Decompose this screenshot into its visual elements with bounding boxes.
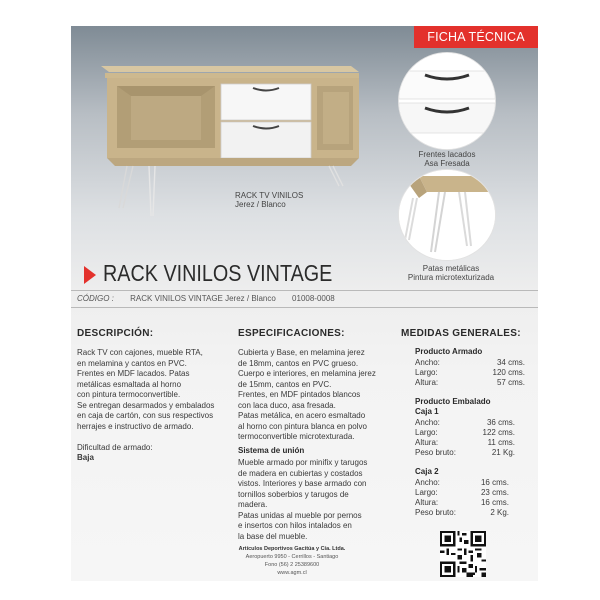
dificultad-value: Baja: [77, 453, 94, 462]
ficha-tecnica-banner: FICHA TÉCNICA: [414, 26, 538, 48]
company-phone: Fono (56) 2 25389600: [264, 562, 320, 568]
caja1-label: Largo:: [415, 428, 438, 437]
caja1-title: Caja 1: [415, 407, 439, 416]
main-caption-line-2: Jerez / Blanco: [235, 200, 286, 209]
caja2-row: [415, 478, 509, 488]
detail1-caption-line-2: Asa Fresada: [424, 159, 470, 168]
caja2-value: 16 cms.: [480, 498, 509, 507]
caja2-value: 23 cms.: [480, 488, 509, 497]
armado-label: Altura:: [415, 378, 439, 387]
armado-title: Producto Armado: [415, 347, 483, 356]
armado-row: [415, 378, 525, 388]
caja1-value: 36 cms.: [486, 418, 515, 427]
dificultad-label: Dificultad de armado:: [77, 442, 153, 452]
caja2-row: [415, 498, 509, 508]
red-triangle-icon: [84, 266, 96, 284]
descripcion-text: Rack TV con cajones, mueble RTA, en melamina y cantos en PVC. Frentes en MDF lacados. Patas metálicas esmaltada al horno con pintura termoconvertible. Se entregan desarmados y embalados en caja de cartón, con sus respectivos herrajes e instructivo de armado.: [77, 348, 215, 431]
caja2-label: Altura:: [415, 498, 439, 507]
armado-label: Ancho:: [415, 358, 440, 367]
codigo-number: 01008-0008: [292, 294, 335, 303]
main-caption: [235, 191, 303, 209]
caja2-label: Peso bruto:: [415, 508, 456, 517]
caja1-value: 122 cms.: [482, 428, 515, 437]
caja2-value: 16 cms.: [480, 478, 509, 487]
caja1-label: Peso bruto:: [415, 448, 456, 457]
especificaciones-heading: ESPECIFICACIONES:: [238, 328, 345, 339]
caja2-table: [415, 478, 509, 518]
detail-circle-drawers: [398, 52, 496, 150]
spec-sheet: [71, 26, 538, 581]
armado-label: Largo:: [415, 368, 438, 377]
medidas-heading: MEDIDAS GENERALES:: [401, 328, 521, 339]
qr-code-icon: [440, 531, 486, 577]
caja2-label: Largo:: [415, 488, 438, 497]
main-caption-line-1: RACK TV VINILOS: [235, 191, 304, 200]
caja2-row: [415, 488, 509, 498]
codigo-name: RACK VINILOS VINTAGE Jerez / Blanco: [130, 294, 276, 303]
company-name: Artículos Deportivos Gacitúa y Cía. Ltda.: [238, 546, 346, 552]
product-title: RACK VINILOS VINTAGE: [103, 260, 333, 286]
company-footer: [227, 545, 357, 577]
codigo-label: CÓDIGO :: [77, 294, 114, 303]
armado-value: 34 cms.: [496, 358, 525, 367]
caja1-value: 11 cms.: [487, 438, 515, 447]
union-text: Mueble armado por minifix y tarugos de madera en cubiertas y costados vistos. Interiores y base armado con tornillos soberbios y tarugos de madera. Patas unidas al mueble por pernos e insertos con hilos intalados en la base del mueble.: [238, 458, 368, 541]
caja1-label: Ancho:: [415, 418, 440, 427]
company-address: Aeropuerto 9950 - Cerrillos - Santiago: [245, 554, 339, 560]
product-image-rack: [93, 56, 363, 251]
caja1-table: [415, 418, 515, 458]
company-web[interactable]: www.agm.cl: [277, 570, 307, 576]
caja2-row: [415, 508, 509, 518]
drawer-handle-detail-icon: [399, 53, 495, 149]
armado-value: 120 cms.: [492, 368, 525, 377]
detail1-caption-line-1: Frentes lacados: [418, 150, 476, 159]
armado-row: [415, 358, 525, 368]
caja2-label: Ancho:: [415, 478, 440, 487]
caja2-value: 2 Kg.: [490, 508, 509, 517]
descripcion-heading: DESCRIPCIÓN:: [77, 328, 154, 339]
caja1-row: [415, 448, 515, 458]
caja1-value: 21 Kg.: [491, 448, 515, 457]
detail1-caption: [401, 150, 493, 168]
armado-row: [415, 368, 525, 378]
dificultad-line: [77, 432, 153, 464]
union-heading: Sistema de unión: [238, 446, 305, 455]
caja1-row: [415, 438, 515, 448]
detail2-caption-line-1: Patas metálicas: [422, 264, 480, 273]
armado-value: 57 cms.: [496, 378, 525, 387]
detail2-caption-line-2: Pintura microtexturizada: [407, 273, 495, 282]
codigo-line: [77, 294, 349, 303]
caja1-row: [415, 428, 515, 438]
detail2-caption: [391, 264, 511, 282]
caja1-row: [415, 418, 515, 428]
armado-table: [415, 358, 525, 388]
divider-bottom: [71, 307, 538, 308]
divider-top: [71, 290, 538, 291]
caja1-label: Altura:: [415, 438, 439, 447]
metal-legs-detail-icon: [399, 170, 495, 260]
embalado-title: Producto Embalado: [415, 397, 491, 406]
caja2-title: Caja 2: [415, 467, 439, 476]
especificaciones-text: Cubierta y Base, en melamina jerez de 18mm, cantos en PVC grueso. Cuerpo e interiores, en melamina jerez de 15mm, cantos en PVC. Frentes, en MDF pintados blancos con laca duco, asa fresada. Patas metálica, en acero esmaltado al horno con pintura blanca en polvo termoconvertible microtexturada.: [238, 348, 376, 441]
detail-circle-legs: [398, 169, 496, 261]
